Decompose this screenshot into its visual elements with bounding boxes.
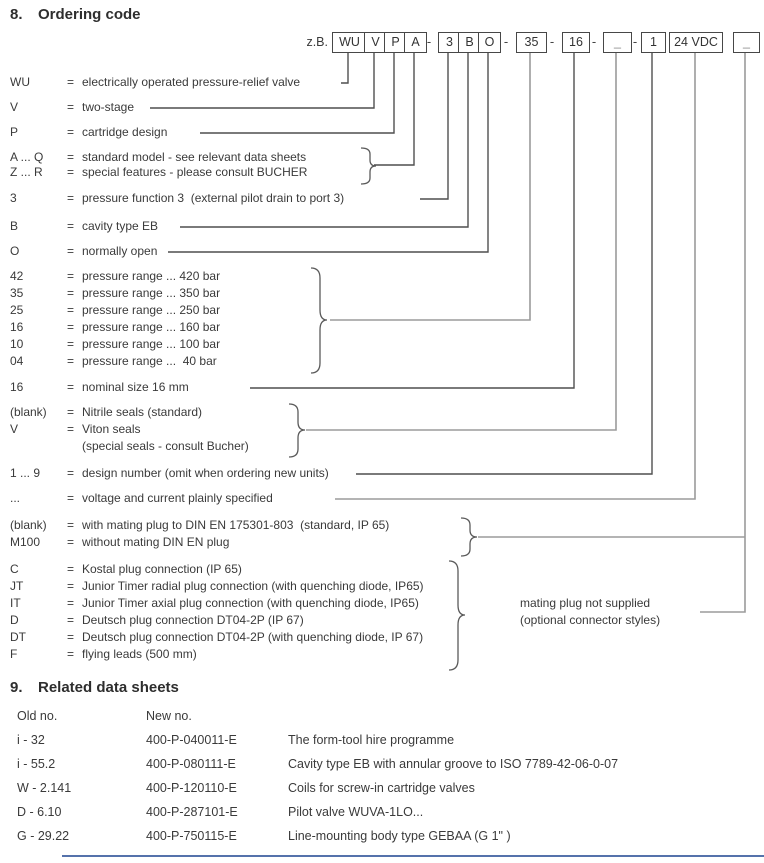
legend-desc: Junior Timer radial plug connection (with quenching diode, IP65)	[82, 579, 424, 593]
legend-code: O	[10, 244, 20, 258]
footer-rule	[62, 855, 764, 857]
equals-sign: =	[67, 613, 75, 627]
legend-code: 16	[10, 320, 24, 334]
legend-code: ...	[10, 491, 21, 505]
legend-desc: (special seals - consult Bucher)	[82, 439, 249, 453]
code-box-a: A	[404, 32, 427, 53]
equals-sign: =	[67, 303, 75, 317]
legend-row-dt	[10, 630, 423, 644]
equals-sign: =	[67, 191, 75, 205]
legend-row-25	[10, 303, 220, 317]
code-box-wu: WU	[332, 32, 367, 53]
table-cell-new: 400-P-750115-E	[146, 829, 237, 843]
legend-code: (blank)	[10, 518, 47, 532]
table-cell-new: 400-P-120110-E	[146, 781, 237, 795]
equals-sign: =	[67, 579, 75, 593]
legend-code: A ... Q	[10, 150, 44, 164]
equals-sign: =	[67, 405, 75, 419]
legend-code: B	[10, 219, 19, 233]
legend-row-it	[10, 596, 419, 610]
legend-code: WU	[10, 75, 30, 89]
legend-row-design-number	[10, 466, 329, 480]
table-cell-old: i - 55.2	[17, 757, 56, 771]
equals-sign: =	[67, 518, 75, 532]
legend-row-16-pressure	[10, 320, 220, 334]
legend-code: M100	[10, 535, 41, 549]
legend-row-mating-plug	[10, 518, 389, 532]
legend-desc: cartridge design	[82, 125, 168, 139]
legend-desc: pressure range ... 160 bar	[82, 320, 221, 334]
mating-plug-note-line1: mating plug not supplied	[520, 596, 651, 610]
legend-desc: normally open	[82, 244, 158, 258]
code-box-connector-blank: _	[733, 32, 760, 53]
table-cell-old: D - 6.10	[17, 805, 62, 819]
equals-sign: =	[67, 596, 75, 610]
legend-code: 10	[10, 337, 24, 351]
legend-row-10	[10, 337, 220, 351]
legend-code: 35	[10, 286, 24, 300]
legend-code: D	[10, 613, 19, 627]
legend-desc: without mating DIN EN plug	[82, 535, 230, 549]
example-prefix: z.B.	[306, 35, 328, 49]
code-box-v: V	[364, 32, 387, 53]
section8-heading	[10, 6, 141, 23]
table-cell-old: i - 32	[17, 733, 45, 747]
legend-desc: with mating plug to DIN EN 175301-803 (standard, IP 65)	[82, 518, 390, 532]
legend-row-04	[10, 354, 217, 368]
section8-number: 8.	[10, 6, 23, 23]
code-box-b: B	[458, 32, 481, 53]
equals-sign: =	[67, 562, 75, 576]
legend-desc: Deutsch plug connection DT04-2P (with quenching diode, IP 67)	[82, 630, 424, 644]
equals-sign: =	[67, 380, 75, 394]
table-header-old-no: Old no.	[17, 709, 58, 723]
equals-sign: =	[67, 630, 75, 644]
section9-title: Related data sheets	[38, 679, 179, 696]
table-cell-new: 400-P-040011-E	[146, 733, 237, 747]
legend-desc: Deutsch plug connection DT04-2P (IP 67)	[82, 613, 304, 627]
legend-desc: cavity type EB	[82, 219, 159, 233]
table-cell-desc: The form-tool hire programme	[288, 733, 455, 747]
legend-code: Z ... R	[10, 165, 43, 179]
equals-sign: =	[67, 337, 75, 351]
equals-sign: =	[67, 647, 75, 661]
code-separator: -	[632, 34, 638, 49]
table-cell-desc: Coils for screw-in cartridge valves	[288, 781, 475, 795]
legend-desc: two-stage	[82, 100, 135, 114]
legend-row-b	[10, 219, 158, 233]
legend-desc: Kostal plug connection (IP 65)	[82, 562, 242, 576]
legend-desc: voltage and current plainly specified	[82, 491, 273, 505]
legend-code: F	[10, 647, 18, 661]
legend-row-p	[10, 125, 167, 139]
legend-row-zr	[10, 165, 307, 179]
code-box-35: 35	[516, 32, 547, 53]
section8-title: Ordering code	[38, 6, 141, 23]
legend-desc: special features - please consult BUCHER	[82, 165, 308, 179]
table-cell-old: G - 29.22	[17, 829, 70, 843]
equals-sign: =	[67, 320, 75, 334]
section9-number: 9.	[10, 679, 23, 696]
legend-desc: electrically operated pressure-relief valve	[82, 75, 301, 89]
code-box-design-number: 1	[641, 32, 666, 53]
code-box-voltage: 24 VDC	[669, 32, 723, 53]
legend-row-nitrile	[10, 405, 202, 419]
legend-row-d	[10, 613, 304, 627]
legend-desc: Junior Timer axial plug connection (with quenching diode, IP65)	[82, 596, 419, 610]
equals-sign	[67, 439, 82, 453]
legend-code: 3	[10, 191, 17, 205]
mating-plug-note-line2: (optional connector styles)	[520, 613, 661, 627]
legend-desc: pressure function 3 (external pilot drain to port 3)	[82, 191, 345, 205]
legend-code: IT	[10, 596, 21, 610]
legend-desc: pressure range ... 250 bar	[82, 303, 221, 317]
code-box-16: 16	[562, 32, 590, 53]
legend-code: P	[10, 125, 19, 139]
code-separator: -	[426, 34, 432, 49]
legend-code	[10, 439, 67, 453]
legend-row-wu	[10, 75, 300, 89]
legend-code: C	[10, 562, 19, 576]
code-box-seal-blank: _	[603, 32, 632, 53]
legend-desc: nominal size 16 mm	[82, 380, 189, 394]
code-box-3: 3	[438, 32, 461, 53]
code-separator: -	[549, 34, 555, 49]
equals-sign: =	[67, 75, 75, 89]
legend-desc: flying leads (500 mm)	[82, 647, 197, 661]
code-separator: -	[591, 34, 597, 49]
legend-code: DT	[10, 630, 26, 644]
legend-row-f	[10, 647, 197, 661]
legend-desc: Viton seals	[82, 422, 141, 436]
legend-row-3	[10, 191, 344, 205]
legend-row-viton	[10, 422, 140, 436]
legend-desc: pressure range ... 350 bar	[82, 286, 221, 300]
table-cell-new: 400-P-287101-E	[146, 805, 238, 819]
table-cell-desc: Line-mounting body type GEBAA (G 1" )	[288, 829, 511, 843]
legend-desc: Nitrile seals (standard)	[82, 405, 203, 419]
legend-row-voltage	[10, 491, 273, 505]
legend-code: 16	[10, 380, 24, 394]
equals-sign: =	[67, 466, 75, 480]
table-cell-new: 400-P-080111-E	[146, 757, 236, 771]
legend-row-35	[10, 286, 220, 300]
legend-row-aq	[10, 150, 306, 164]
legend-desc: standard model - see relevant data sheets	[82, 150, 307, 164]
equals-sign: =	[67, 354, 75, 368]
code-box-o: O	[478, 32, 501, 53]
legend-row-v	[10, 100, 134, 114]
table-cell-desc: Pilot valve WUVA-1LO...	[288, 805, 424, 819]
legend-row-m100	[10, 535, 229, 549]
equals-sign: =	[67, 165, 75, 179]
legend-desc: pressure range ... 420 bar	[82, 269, 221, 283]
legend-row-c	[10, 562, 242, 576]
equals-sign: =	[67, 244, 75, 258]
equals-sign: =	[67, 150, 75, 164]
legend-code: V	[10, 422, 19, 436]
legend-row-42	[10, 269, 220, 283]
equals-sign: =	[67, 269, 75, 283]
table-cell-old: W - 2.141	[17, 781, 72, 795]
legend-row-nominal-size	[10, 380, 189, 394]
legend-code: 1 ... 9	[10, 466, 41, 480]
legend-desc: pressure range ... 100 bar	[82, 337, 221, 351]
equals-sign: =	[67, 422, 75, 436]
legend-desc: design number (omit when ordering new units)	[82, 466, 329, 480]
equals-sign: =	[67, 286, 75, 300]
legend-row-o	[10, 244, 157, 258]
code-box-p: P	[384, 32, 407, 53]
table-header-new-no: New no.	[146, 709, 192, 723]
equals-sign: =	[67, 219, 75, 233]
legend-code: (blank)	[10, 405, 47, 419]
equals-sign: =	[67, 535, 75, 549]
legend-code: 25	[10, 303, 24, 317]
legend-code: 04	[10, 354, 24, 368]
legend-code: JT	[10, 579, 24, 593]
legend-desc: pressure range ... 40 bar	[82, 354, 217, 368]
legend-row-jt	[10, 579, 424, 593]
legend-code: V	[10, 100, 19, 114]
code-separator: -	[503, 34, 509, 49]
legend-code: 42	[10, 269, 24, 283]
table-cell-desc: Cavity type EB with annular groove to ISO 7789-42-06-0-07	[288, 757, 619, 771]
section9-heading	[10, 679, 179, 696]
legend-row-special-seals	[10, 439, 249, 453]
equals-sign: =	[67, 125, 75, 139]
equals-sign: =	[67, 100, 75, 114]
equals-sign: =	[67, 491, 75, 505]
